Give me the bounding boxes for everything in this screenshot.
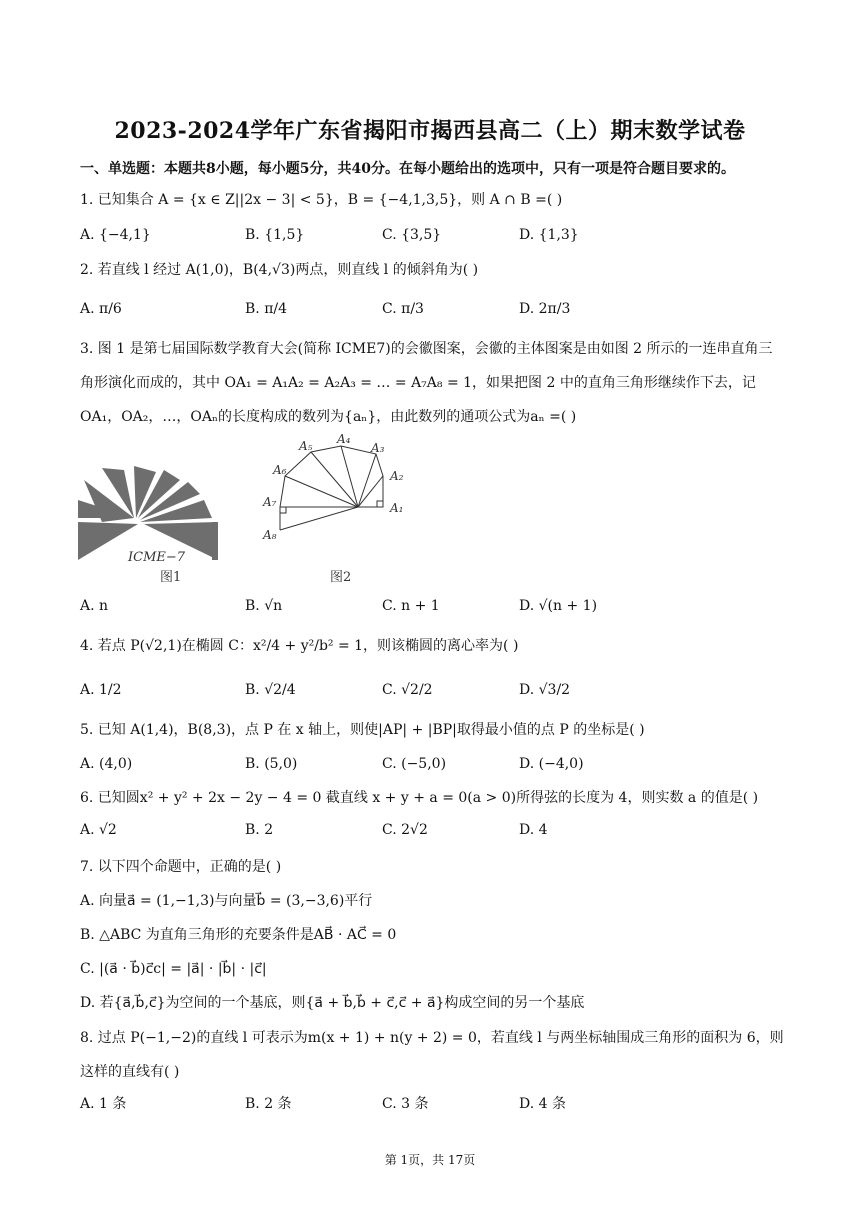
logo-text: ICME−7	[128, 550, 186, 565]
question-3-options	[80, 598, 780, 626]
question-8-options	[80, 1093, 780, 1121]
option-b: B. 2 条	[245, 1096, 292, 1112]
question-1: 1. 已知集合 A = {x ∈ Z||2x − 3| < 5}，B = {−4,1,3,5}，则 A ∩ B =( )	[80, 192, 563, 208]
option-c: C. (−5,0)	[382, 756, 447, 772]
option-c: C. π/3	[382, 301, 424, 317]
option-b: B. (5,0)	[245, 756, 298, 772]
question-7-option-d: D. 若{a⃗,b⃗,c⃗}为空间的一个基底，则{a⃗ + b⃗,b⃗ + c⃗,c⃗ + a⃗}构成空间的另一个基底	[80, 995, 585, 1011]
option-a: A. 1/2	[80, 682, 122, 698]
question-7-option-c: C. |(a⃗ · b⃗)c⃗c| = |a⃗| · |b⃗| · |c⃗|	[80, 961, 267, 977]
question-2: 2. 若直线 l 经过 A(1,0)，B(4,√3)两点，则直线 l 的倾斜角为( )	[80, 262, 479, 278]
option-a: A. √2	[80, 822, 117, 838]
question-4-options	[80, 682, 780, 710]
option-d: D. (−4,0)	[519, 756, 584, 772]
logo-fan-shapes	[78, 466, 218, 560]
option-c: C. {3,5}	[382, 227, 442, 243]
question-5-options	[80, 756, 780, 784]
question-5: 5. 已知 A(1,4)，B(8,3)，点 P 在 x 轴上，则使|AP| + |BP|取得最小值的点 P 的坐标是( )	[80, 722, 645, 738]
option-d: D. 4	[519, 822, 548, 838]
question-7: 7. 以下四个命题中，正确的是( )	[80, 859, 282, 875]
question-1-options	[80, 227, 780, 255]
option-d: D. √(n + 1)	[519, 598, 598, 614]
figure-2-right-triangle-spiral	[258, 430, 418, 590]
label-a4: A₄	[337, 432, 351, 446]
option-c: C. √2/2	[382, 682, 433, 698]
page-footer: 第 1页，共 17页	[384, 1153, 476, 1167]
option-d: D. 2π/3	[519, 301, 571, 317]
question-2-options	[80, 301, 780, 329]
figure-2-caption: 图2	[330, 570, 352, 585]
label-a6: A₆	[273, 463, 287, 477]
question-8: 8. 过点 P(−1,−2)的直线 l 可表示为m(x + 1) + n(y + 2) = 0，若直线 l 与两坐标轴围成三角形的面积为 6，则这样的直线有( )	[80, 1030, 784, 1080]
option-c: C. 2√2	[382, 822, 428, 838]
option-b: B. {1,5}	[245, 227, 305, 243]
figure-1-icme-logo	[76, 460, 226, 590]
option-b: B. 2	[245, 822, 274, 838]
option-a: A. (4,0)	[80, 756, 133, 772]
label-a5: A₅	[299, 439, 313, 453]
option-b: B. π/4	[245, 301, 288, 317]
option-a: A. {−4,1}	[80, 227, 151, 243]
question-4: 4. 若点 P(√2,1)在椭圆 C：x²/4 + y²/b² = 1，则该椭圆的离心率为( )	[80, 638, 519, 654]
option-a: A. 1 条	[80, 1096, 127, 1112]
figure-1-caption: 图1	[160, 570, 182, 585]
option-b: B. √n	[245, 598, 283, 614]
question-6-options	[80, 822, 780, 850]
option-a: A. π/6	[80, 301, 122, 317]
question-6: 6. 已知圆x² + y² + 2x − 2y − 4 = 0 截直线 x + y + a = 0(a > 0)所得弦的长度为 4，则实数 a 的值是( )	[80, 790, 759, 806]
section-heading: 一、单选题：本题共8小题，每小题5分，共40分。在每小题给出的选项中，只有一项是符合题目要求的。	[80, 161, 735, 177]
spiral-lines	[280, 446, 383, 530]
label-a3: A₃	[371, 441, 385, 455]
page-title: 2023-2024学年广东省揭阳市揭西县高二（上）期末数学试卷	[114, 118, 746, 144]
option-c: C. 3 条	[382, 1096, 429, 1112]
option-c: C. n + 1	[382, 598, 440, 614]
option-b: B. √2/4	[245, 682, 296, 698]
label-a1: A₁	[390, 501, 404, 515]
label-a7: A₇	[263, 495, 277, 509]
question-7-option-a: A. 向量a⃗ = (1,−1,3)与向量b⃗ = (3,−3,6)平行	[80, 893, 373, 909]
label-a8: A₈	[263, 528, 277, 542]
option-d: D. √3/2	[519, 682, 571, 698]
option-a: A. n	[80, 598, 109, 614]
option-d: D. {1,3}	[519, 227, 579, 243]
option-d: D. 4 条	[519, 1096, 566, 1112]
label-a2: A₂	[390, 469, 404, 483]
question-7-option-b: B. △ABC 为直角三角形的充要条件是AB⃗ · AC⃗ = 0	[80, 927, 397, 943]
question-3: 3. 图 1 是第七届国际数学教育大会(简称 ICME7)的会徽图案，会徽的主体图案是由如图 2 所示的一连串直角三角形演化而成的，其中 OA₁ = A₁A₂ = A₂A₃ = … = A₇A₈ = 1，如果把图 2 中的直角三角形继续作下去，记 OA₁，OA₂，…，OAₙ的长度构成的数列为{aₙ}，由此数列的通项公式为aₙ =( )	[80, 341, 773, 425]
